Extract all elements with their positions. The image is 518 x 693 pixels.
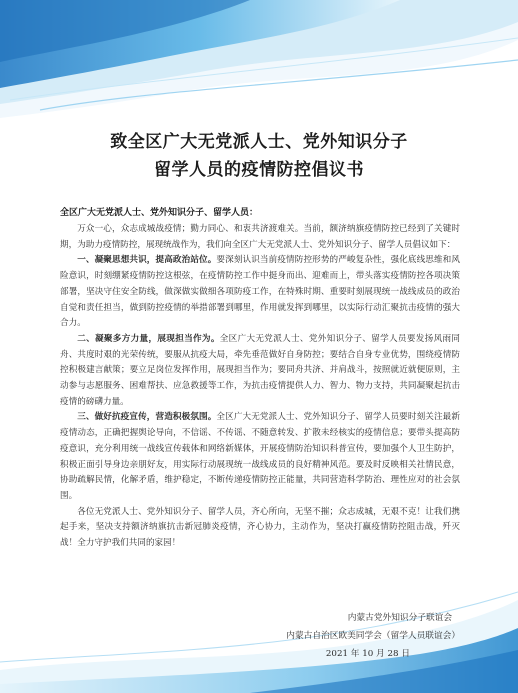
salutation: 全区广大无党派人士、党外知识分子、留学人员： — [60, 208, 259, 218]
top-wave-decoration — [0, 0, 518, 118]
document-body — [60, 222, 460, 552]
point-2-heading: 二、凝聚多方力量，展现担当作为。 — [77, 333, 220, 344]
point-2-paragraph — [60, 332, 460, 411]
point-1-heading: 一、凝聚思想共识，提高政治站位。 — [77, 255, 217, 266]
point-3-paragraph — [60, 410, 460, 504]
point-1-text: 要深刻认识当前疫情防控形势的严峻复杂性，强化底线思维和风险意识，时刻绷紧疫情防控这根弦，在疫情防控工作中挺身而出、迎难而上，带头落实疫情防控各项决策部署，坚决守住安全防线，做深做实做细各项防疫工作，在特殊时期、重要时刻展现统一战线成员的政治自觉和责任担当，做到防控疫情的举措部署到哪里，作用就发挥到哪里，以实际行动汇聚抗击疫情的强大合力。 — [60, 255, 460, 329]
bottom-wave-decoration — [0, 592, 518, 693]
document-title — [0, 128, 518, 184]
point-1-paragraph — [60, 253, 460, 332]
title-line-1: 致全区广大无党派人士、党外知识分子 — [110, 132, 408, 152]
signature-date: 2021 年 10 月 28 日 — [325, 649, 410, 659]
title-line-2: 留学人员的疫情防控倡议书 — [154, 160, 364, 180]
closing-paragraph: 各位无党派人士、党外知识分子、留学人员，齐心所向，无坚不摧；众志成城，无艰不克！让我们携起手来，坚决支持额济纳旗抗击新冠肺炎疫情，齐心协力，主动作为，坚决打赢疫情防控阻击战，歼灭战！全力守护我们共同的家园！ — [60, 506, 460, 549]
intro-paragraph: 万众一心，众志成城战疫情；勤力同心、和衷共济渡难关。当前，额济纳旗疫情防控已经到了关键时期，为助力疫情防控，展现统战作为，我们向全区广大无党派人士、党外知识分子、留学人员倡议如下： — [60, 224, 460, 250]
signature-org-1: 内蒙古党外知识分子联谊会 — [347, 613, 452, 623]
point-3-text: 全区广大无党派人士、党外知识分子、留学人员要时刻关注最新疫情动态，正确把握舆论导向，不信谣、不传谣、不随意转发、扩散未经核实的疫情信息；要带头提高防疫意识，充分利用统一战线宣传载体和网络新媒体，开展疫情防治知识科普宣传，要加强个人卫生防护，积极正面引导身边亲朋好友，用实际行动展现统一战线成员的良好精神风范。要及时反映相关社情民意，协助疏解民情，化解矛盾，维护稳定，不断传递疫情防控正能量，共同营造科学防治、理性应对的社会氛围。 — [60, 412, 460, 501]
signature-org-2: 内蒙古自治区欧美同学会（留学人员联谊会） — [286, 631, 460, 641]
point-2-text: 全区广大无党派人士、党外知识分子、留学人员要发扬风雨同舟、共度时艰的光荣传统，要服从抗疫大局，牵先垂范做好自身防控；要结合自身专业优势，围绕疫情防控积极建言献策；要立足岗位发挥作用，展现担当作为；要同舟共济、并肩战斗，按照就近就便原则，主动参与志愿服务、困难帮扶、应急救援等工作，为抗击疫情提供人力、智力、物力支持，共同凝聚起抗击疫情的磅礴力量。 — [60, 333, 460, 407]
point-3-heading: 三、做好抗疫宣传，营造积极氛围。 — [77, 412, 217, 423]
